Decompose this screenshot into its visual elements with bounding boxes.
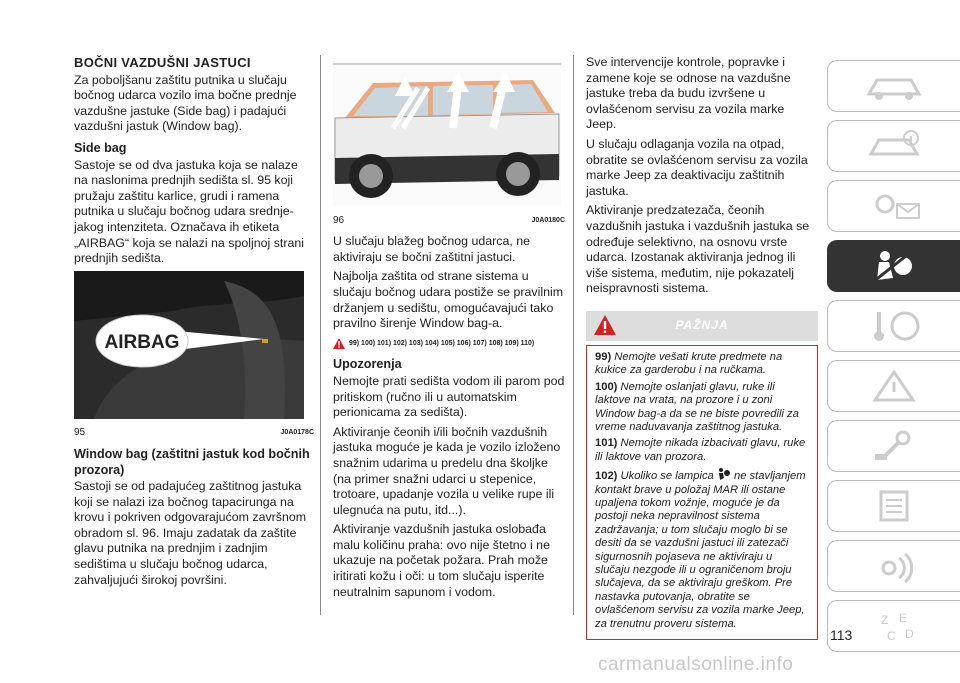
figure-code: J0A0180C	[531, 216, 565, 224]
warning-item: 101) Nemojte nikada izbacivati glavu, ruke ili laktove van prozora.	[595, 437, 806, 463]
watermark: carmanualsonline.info	[598, 654, 794, 675]
figure-number: 96	[333, 214, 345, 226]
seat-airbag-photo	[74, 271, 304, 419]
paragraph: Najbolja zaštita od strane sistema u slučaju bočnog udara postiže se pravilnim držanjem u sedištu, omogućavajući tako pravilno širenje Window bag-a.	[333, 269, 564, 331]
car-dashboard-icon	[859, 68, 929, 104]
tab-servicing[interactable]	[827, 420, 960, 472]
figure-caption	[333, 213, 565, 229]
column-middle	[333, 58, 565, 604]
svg-text:D: D	[905, 627, 914, 641]
column-divider	[573, 55, 574, 615]
page-number: 113	[830, 627, 853, 643]
starting-driving-icon	[859, 308, 929, 344]
reference-list: 99) 100) 101) 102) 103) 104) 105) 106) 107) 108) 109) 110)	[349, 339, 535, 347]
window-bag-heading: Window bag (zaštitni jastuk kod bočnih prozora)	[74, 446, 310, 477]
column-left	[74, 55, 314, 592]
figure-95	[74, 271, 314, 441]
warning-item: 102) Ukoliko se lampica ne stavljanjem kontakt brave u položaj MAR ili ostane upaljena tokom vožnje, moguće je da postoji neka nepravilnost sistema zadržavanja; u tom slučaju moglo bi se desiti da se vazdušni jastuci ili zatezači sigurnosnih pojaseva ne aktiviraju u slučaju nezgode ili u ograničenom broju slučajeva, da se aktiviraju greškom. Pre nastavka putovanja, obratite se ovlašćenom servisu za vozila marke Jeep, za trenutnu proveru sistema.	[595, 467, 809, 631]
warning-title: PAŽNJA	[675, 318, 729, 333]
airbag-seat-icon	[859, 248, 929, 284]
tab-dashboard[interactable]	[827, 60, 960, 112]
svg-text:C: C	[887, 629, 896, 643]
warning-item: 100) Nemojte oslanjati glavu, ruke ili laktove na vrata, na prozore i u zoni Window bag-a da se ne biste povredili za vreme naduvavanja zaštitnog jastuka.	[595, 380, 799, 433]
tab-starting-driving[interactable]	[827, 300, 960, 352]
figure-96	[333, 58, 565, 228]
section-title: BOČNI VAZDUŠNI JASTUCI	[74, 55, 251, 70]
service-maintenance-icon	[859, 428, 929, 464]
tab-emergency[interactable]	[827, 360, 960, 412]
index-icon	[859, 608, 929, 644]
warning-references	[333, 336, 565, 352]
warnings-heading: Upozorenja	[333, 357, 402, 372]
figure-caption	[74, 425, 314, 441]
column-right	[586, 55, 818, 640]
warning-triangle-icon	[333, 338, 345, 349]
warning-box	[586, 345, 818, 640]
window-bag-paragraph: Sastoji se od padajućeg zaštitnog jastuka koji se nalazi iza bočnog tapacirunga na krovu i pokriven odgovarajućom završnom obradom sl. 96. Imaju zadatak da zaštite glavu putnika na prednjim i zadnjim sedištima u slučaju bočnog udarca, zahvaljujući širokoj površini.	[74, 479, 307, 587]
side-bag-paragraph: Sastoje se od dva jastuka koja se nalaze na naslonima prednjih sedišta sl. 95 koji pružaju zaštitu karlice, grudi i ramena putnika u slučaju bočnog udara srednje-jakog intenziteta. Označava ih etiketa „AIRBAG“ koja se nalazi na spoljnoj strani prednjih sedišta.	[74, 157, 305, 266]
car-window-bag-photo	[333, 58, 561, 206]
tab-getting-to-know[interactable]	[827, 120, 960, 172]
side-bag-heading: Side bag	[74, 140, 127, 155]
multimedia-icon	[859, 548, 929, 584]
svg-text:Z: Z	[881, 613, 889, 627]
warning-triangle-icon	[594, 315, 616, 335]
tab-safety[interactable]	[827, 240, 960, 292]
figure-code: J0A0178C	[280, 429, 314, 437]
figure-number: 95	[74, 427, 86, 439]
tab-index[interactable]	[827, 600, 960, 652]
technical-data-icon	[859, 488, 929, 524]
paragraph: Aktiviranje čeonih i/ili bočnih vazdušnih jastuka moguće je kada je vozilo izloženo snažnim udarima u predelu dna školjke (na primer snažni udarci u stepenice, trotoare, upadanje vozila u velike rupe ili ulegnuća na putu, itd...).	[333, 424, 561, 517]
svg-text:E: E	[899, 611, 908, 625]
tab-multimedia[interactable]	[827, 540, 960, 592]
airbag-label: AIRBAG	[104, 331, 180, 353]
warning-item: 99) Nemojte vešati krute predmete na kukice za garderobu i na ručkama.	[595, 350, 783, 377]
paragraph: U slučaju odlaganja vozila na otpad, obratite se ovlašćenom servisu za vozila marke Jeep za deaktivaciju zaštitnih jastuka.	[586, 136, 808, 198]
paragraph: Aktiviranje predzatezača, čeonih vazdušnih jastuka i vazdušnih jastuka se određuje selektivno, na osnovu vrste udarca. Izostanak aktiviranja jednog ili više sistema, međutim, nije pokazatelj neispravnosti sistema.	[586, 203, 810, 296]
paragraph: Nemojte prati sedišta vodom ili parom pod pritiskom (ručno ili u automatskim perionicama za sedišta).	[333, 373, 565, 420]
lights-message-icon	[859, 188, 929, 224]
warning-triangle-icon	[859, 368, 929, 404]
paragraph: U slučaju blažeg bočnog udarca, ne aktiviraju se bočni zaštitni jastuci.	[333, 234, 531, 264]
paragraph: Aktiviranje vazdušnih jastuka oslobađa malu količinu praha: ovo nije štetno i ne ukazuje na početak požara. Prah može iritirati kožu i oči: u tom slučaju isperite neutralnim sapunom i vodom.	[333, 522, 550, 599]
column-divider	[320, 55, 321, 615]
warning-header	[586, 311, 818, 341]
chapter-tabs	[827, 60, 960, 660]
tab-warning-lights[interactable]	[827, 180, 960, 232]
intro-paragraph: Za poboljšanu zaštitu putnika u slučaju bočnog udarca vozilo ima bočne prednje vazdušne jastuke (Side bag) i padajući vazdušni jastuk (Window bag).	[74, 72, 297, 134]
car-info-icon	[859, 128, 929, 164]
airbag-warning-lamp-icon	[717, 467, 731, 481]
paragraph: Sve intervencije kontrole, popravke i zamene koje se odnose na vazdušne jastuke treba da budu izvršene u ovlašćenom servisu za vozila marke Jeep.	[586, 55, 791, 132]
tab-technical-data[interactable]	[827, 480, 960, 532]
